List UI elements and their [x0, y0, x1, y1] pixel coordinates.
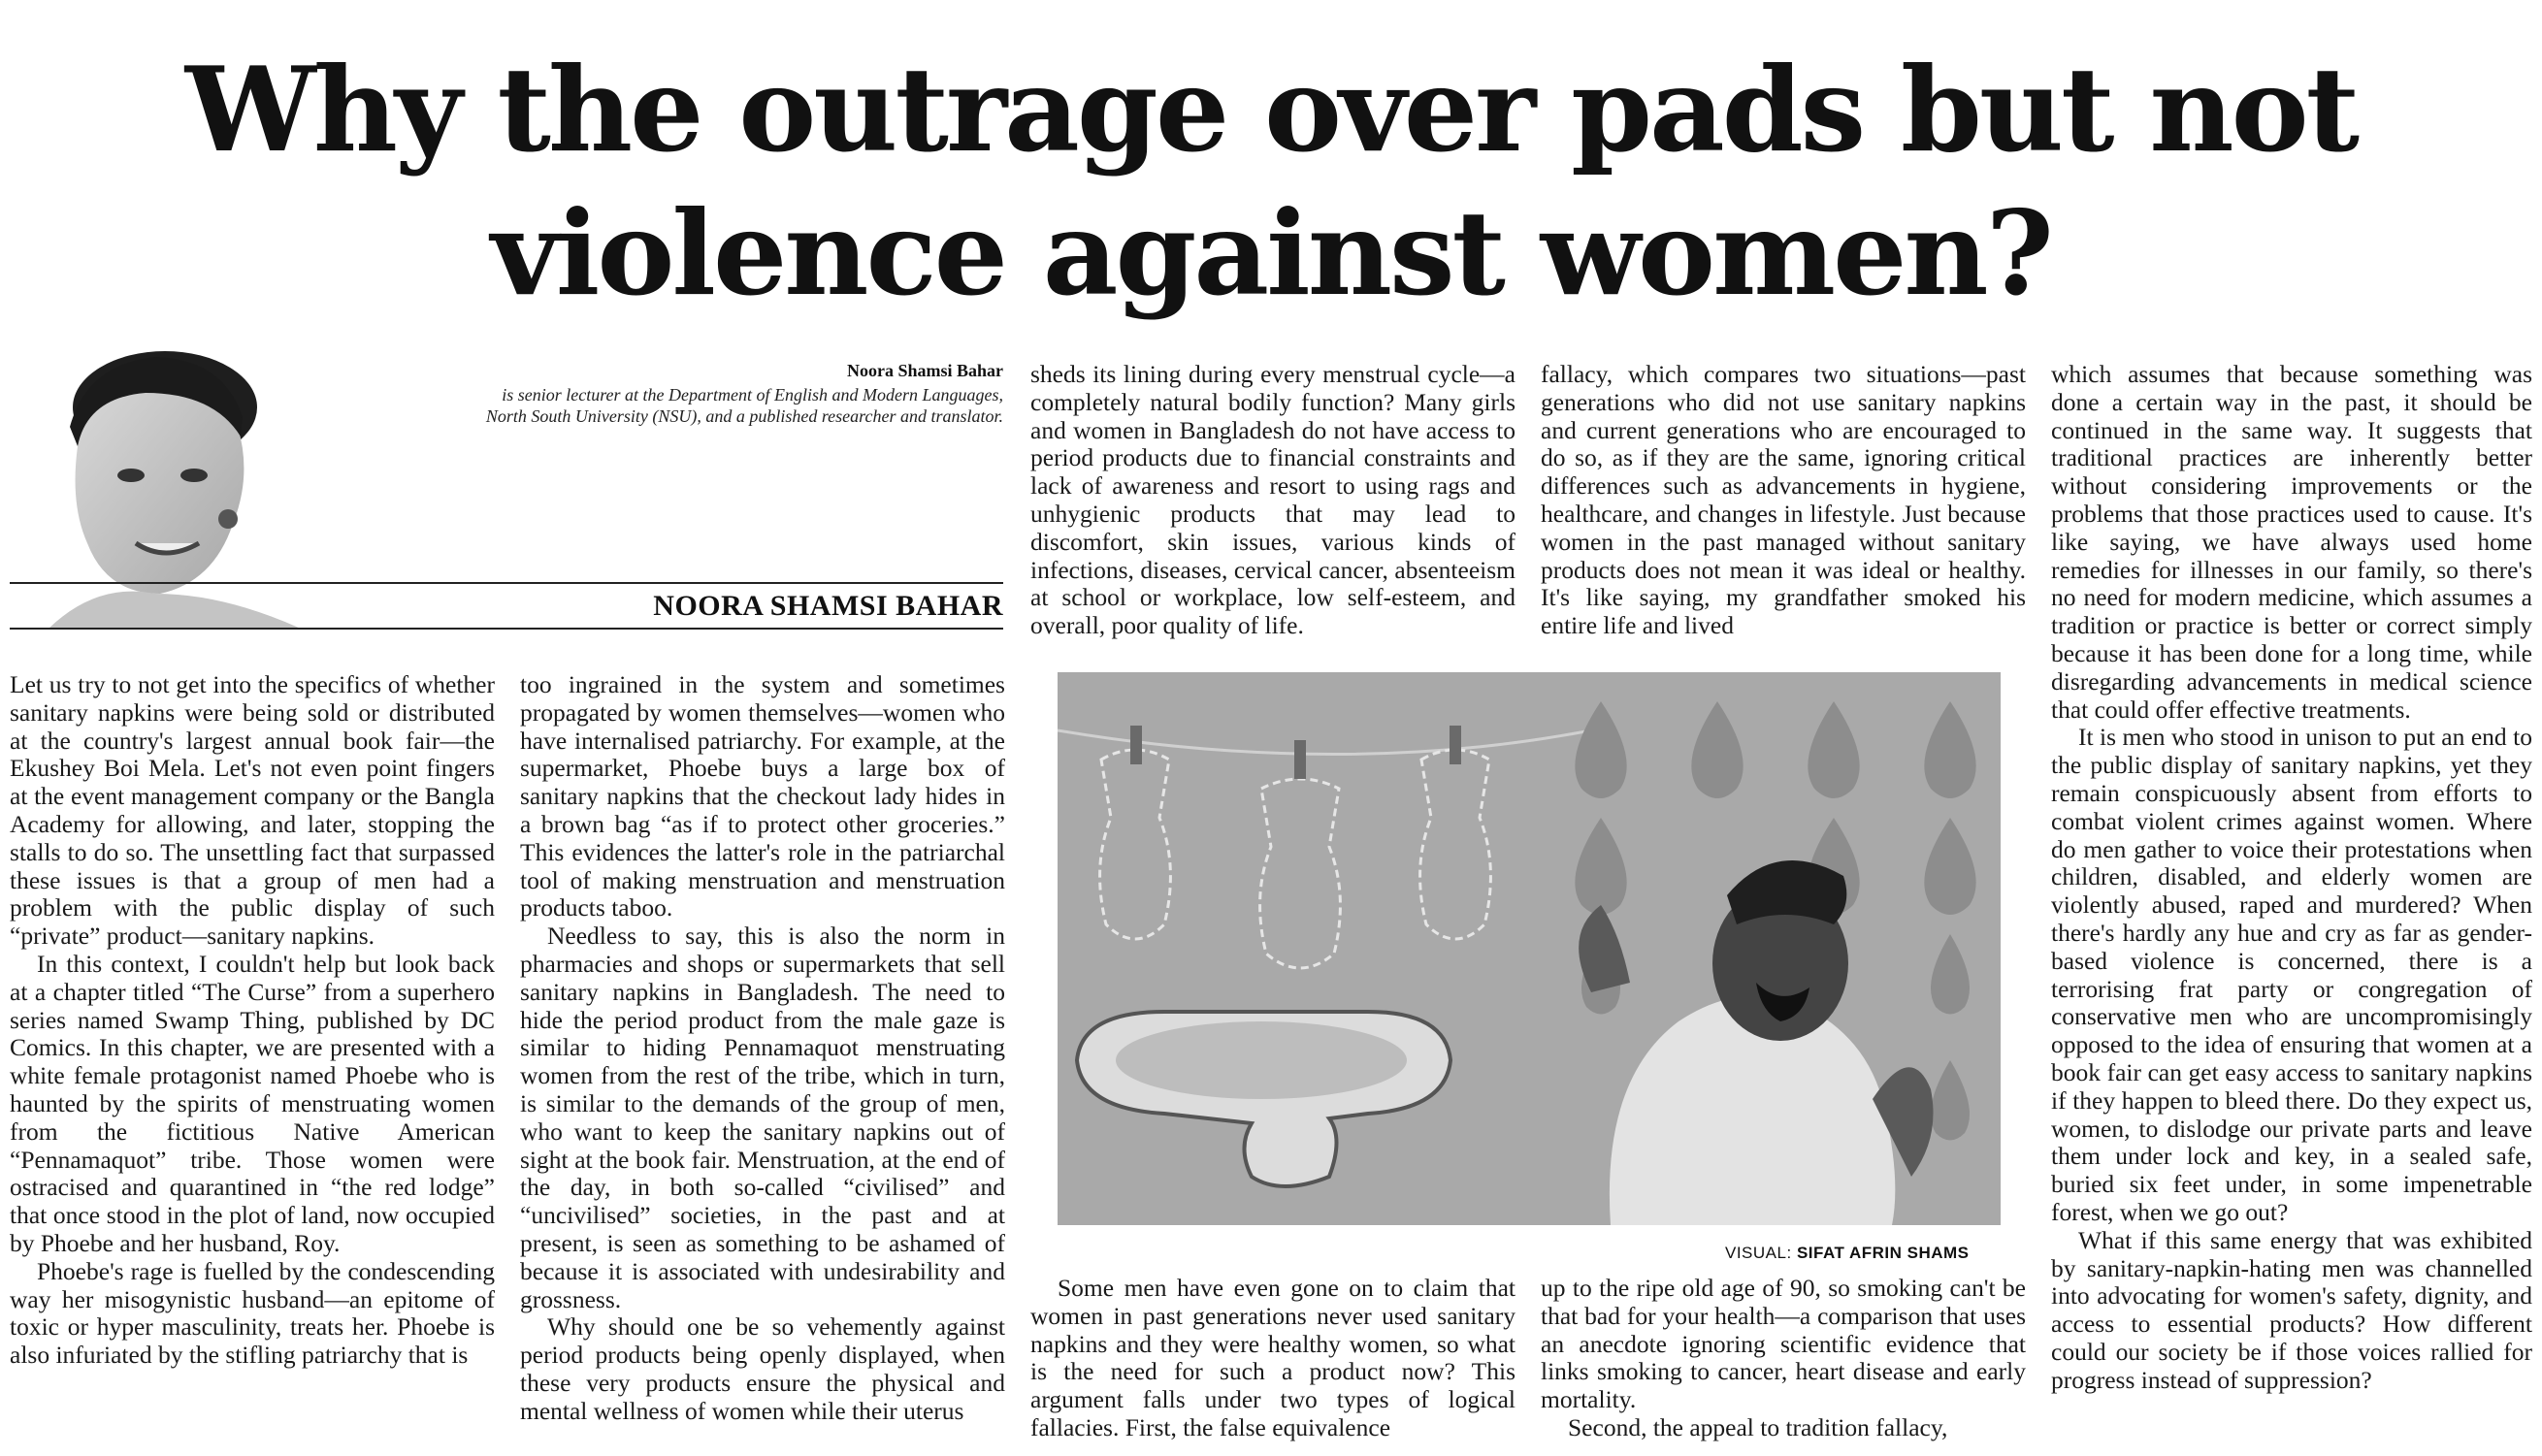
paragraph: Second, the appeal to tradition fallacy,: [1568, 1412, 1948, 1441]
article-column-5: [2051, 361, 2532, 1449]
article-column-2: [520, 671, 1005, 1447]
article-column-4-top: [1541, 361, 2026, 640]
paragraph: fallacy, which compares two situations—past generations who did not use sanitary napkins and current generations who are encouraged to do so, as if they are the same, ignoring critical differences such as advancements in hygiene, healthcare, and changes in lifestyle. Just because women in the past managed without sanitary products does not mean it was ideal or healthy. It's like saying, my grandfather smoked his entire life and lived: [1541, 361, 2026, 640]
byline-divider-bottom: [10, 628, 1003, 630]
clothespin-icon: [1130, 726, 1142, 764]
paragraph: It is men who stood in unison to put an end to the public display of sanitary napkins, yet they remain conspicuously absent from efforts to combat violent crimes against women. Where do men gather to voice their protestations when children, disabled, and elderly women are violently abused, raped and murdered? When there's hardly any hue and cry as far as gender-based violence is concerned, there is a terrorising frat party or congregation of conservative men who are uncompromisingly opposed to the idea of ensuring that women at a book fair can get easy access to sanitary napkins if they happen to bleed there. Do they expect us, women, to dislodge our private parts and leave them under lock and key, in a sealed safe, buried six feet under, in some impenetrable forest, when we go out?: [2051, 723, 2532, 1226]
paragraph: which assumes that because something was done a certain way in the past, it should be continued in the same way. It suggests that traditional practices are inherently better without considering improvements or the problems that those practices used to cause. It's like saying, we have always used home remedies for illnesses in our family, so there's no need for modern medicine, which assumes a tradition or practice is better or correct simply because it has been done for a long time, while disregarding advancements in medical science that could offer effective treatments.: [2051, 361, 2532, 724]
author-byline-name: NOORA SHAMSI BAHAR: [653, 590, 1003, 622]
author-name: Noora Shamsi Bahar: [846, 361, 1003, 380]
article-column-4-bottom: [1541, 1275, 2026, 1449]
visual-credit: [1725, 1244, 1970, 1263]
paragraph: What if this same energy that was exhibited by sanitary-napkin-hating men was channelled into advocating for women's safety, dignity, and access to essential products? How different could our society be if those voices rallied for progress instead of suppression?: [2051, 1225, 2532, 1394]
author-portrait: [10, 340, 534, 629]
illustration: [1058, 672, 2001, 1225]
byline-divider: [10, 582, 1003, 584]
clothespin-icon: [1294, 740, 1306, 779]
paragraph: Why should one be so vehemently against period products being openly displayed, when these very products ensure the physical and mental wellness of women while their uterus: [520, 1312, 1005, 1425]
credit-name: SIFAT AFRIN SHAMS: [1796, 1244, 1970, 1262]
headline: Why the outrage over pads but not violence against women?: [184, 42, 2358, 322]
article-column-1: [10, 671, 495, 1447]
author-bio: is senior lecturer at the Department of English and Modern Languages, North South University (NSU), and a published researcher and translator.: [485, 385, 1003, 426]
paragraph: Phoebe's rage is fuelled by the condescending way her misogynistic husband—an epitome of toxic or hyper masculinity, treats her. Phoebe is also infuriated by the stifling patriarchy that is: [10, 1256, 495, 1370]
paragraph: sheds its lining during every menstrual cycle—a completely natural bodily function? Many girls and women in Bangladesh do not have access to period products due to financial constraints and lack of awareness and resort to using rags and unhygienic products that may lead to discomfort, skin issues, various kinds of infections, diseases, cervical cancer, absenteeism at school or workplace, low self-esteem, and overall, poor quality of life.: [1030, 361, 1515, 640]
credit-label: VISUAL:: [1725, 1244, 1792, 1262]
author-byline: [10, 340, 1003, 631]
article-column-3-top: [1030, 361, 1515, 640]
paragraph: up to the ripe old age of 90, so smoking can't be that bad for your health—a comparison that uses an anecdote ignoring scientific evidence that links smoking to cancer, heart disease and early mortality.: [1541, 1275, 2026, 1414]
paragraph: Let us try to not get into the specifics of whether sanitary napkins were being sold or distributed at the country's largest annual book fair—the Ekushey Boi Mela. Let's not even point fingers at the event management company or the Bangla Academy for allowing, and later, stopping the stalls to do so. The unsettling fact that surpassed these issues is that a group of men had a problem with the public display of such “private” product—sanitary napkins.: [10, 671, 495, 951]
paragraph: In this context, I couldn't help but look back at a chapter titled “The Curse” from a superhero series named Swamp Thing, published by DC Comics. In this chapter, we are presented with a white female protagonist named Phoebe who is haunted by the spirits of menstruating women from the fictitious Native American “Pennamaquot” tribe. Those women were ostracised and quarantined in “the red lodge” that once stood in the plot of land, now occupied by Phoebe and her husband, Roy.: [10, 949, 495, 1257]
paragraph: too ingrained in the system and sometimes propagated by women themselves—women who have internalised patriarchy. For example, at the supermarket, Phoebe buys a large box of sanitary napkins that the checkout lady hides in a brown bag “as if to protect other groceries.” This evidences the latter's role in the patriarchal tool of making menstruation and menstruation products taboo.: [520, 671, 1005, 922]
paragraph: Needless to say, this is also the norm in pharmacies and shops or supermarkets that sell sanitary napkins in Bangladesh. The need to hide the period product from the male gaze is similar to hiding Pennamaquot menstruating women from the rest of the tribe, which in turn, is similar to the demands of the group of men, who want to keep the sanitary napkins out of sight at the book fair. Menstruation, at the end of the day, in both so-called “civilised” and “uncivilised” societies, in the past and at present, is seen as something to be ashamed of because it is associated with undesirability and grossness.: [520, 922, 1005, 1313]
article-column-3-bottom: [1030, 1275, 1515, 1449]
clothespin-icon: [1450, 726, 1461, 764]
paragraph: Some men have even gone on to claim that women in past generations never used sanitary napkins and they were healthy women, so what is the need for such a product now? This argument falls under two types of logical fallacies. First, the false equivalence: [1030, 1275, 1515, 1441]
